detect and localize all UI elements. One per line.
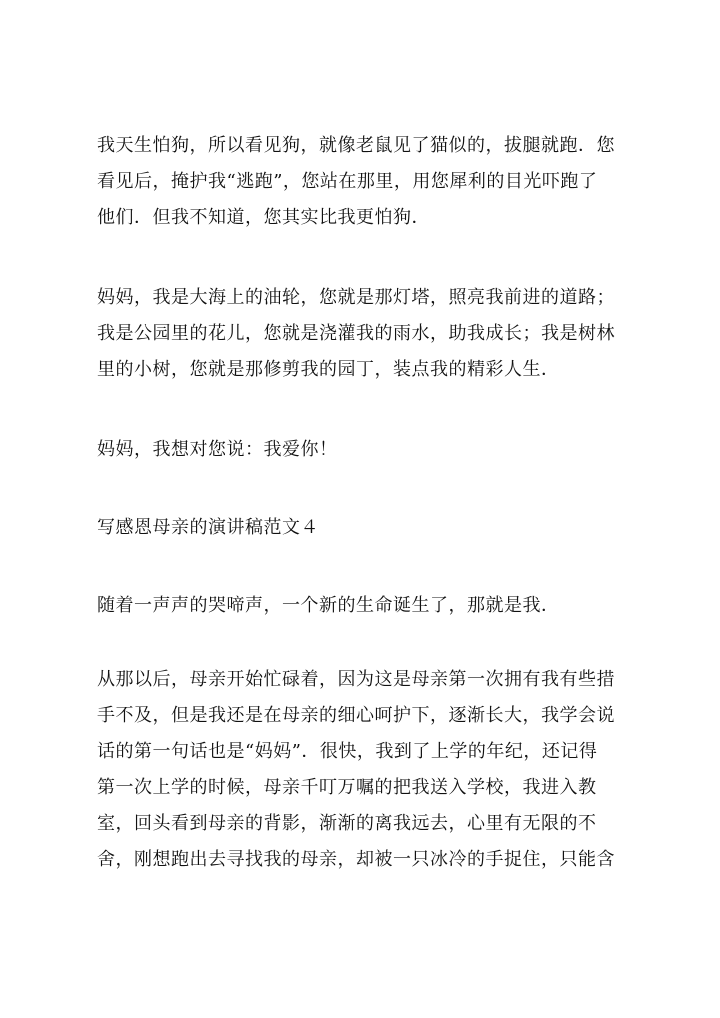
text-line: 妈妈，我想对您说：我爱你！	[97, 439, 338, 460]
text-line: 从那以后，母亲开始忙碌着，因为这是母亲第一次拥有我有些措	[97, 669, 615, 690]
paragraph-metaphors	[97, 280, 637, 388]
heading-text: 写感恩母亲的演讲稿范文４	[97, 517, 319, 538]
text-line: 他们．但我不知道，您其实比我更怕狗．	[97, 207, 430, 228]
text-line: 妈妈，我是大海上的油轮，您就是那灯塔，照亮我前进的道路；	[97, 287, 615, 308]
paragraph-dog-fear	[97, 128, 637, 236]
text-line: 舍，刚想跑出去寻找我的母亲，却被一只冰冷的手捉住，只能含	[97, 849, 615, 870]
paragraph-birth	[97, 588, 637, 624]
text-line: 我是公园里的花儿，您就是浇灌我的雨水，助我成长；我是树林	[97, 323, 615, 344]
text-line: 手不及，但是我还是在母亲的细心呵护下，逐渐长大，我学会说	[97, 705, 615, 726]
text-line: 第一次上学的时候，母亲千叮万嘱的把我送入学校，我进入教	[97, 777, 597, 798]
text-line: 看见后，掩护我“逃跑”，您站在那里，用您犀利的目光吓跑了	[97, 171, 598, 192]
text-line: 我天生怕狗，所以看见狗，就像老鼠见了猫似的，拔腿就跑．您	[97, 135, 615, 156]
text-line: 话的第一句话也是“妈妈”．很快，我到了上学的年纪，还记得	[97, 741, 598, 762]
text-line: 里的小树，您就是那修剪我的园丁，装点我的精彩人生．	[97, 359, 560, 380]
paragraph-i-love-you	[97, 432, 637, 468]
text-line: 室，回头看到母亲的背影，渐渐的离我远去，心里有无限的不	[97, 813, 597, 834]
text-line: 随着一声声的哭啼声，一个新的生命诞生了，那就是我．	[97, 595, 560, 616]
section-heading	[97, 510, 637, 546]
paragraph-growing-up	[97, 662, 637, 878]
